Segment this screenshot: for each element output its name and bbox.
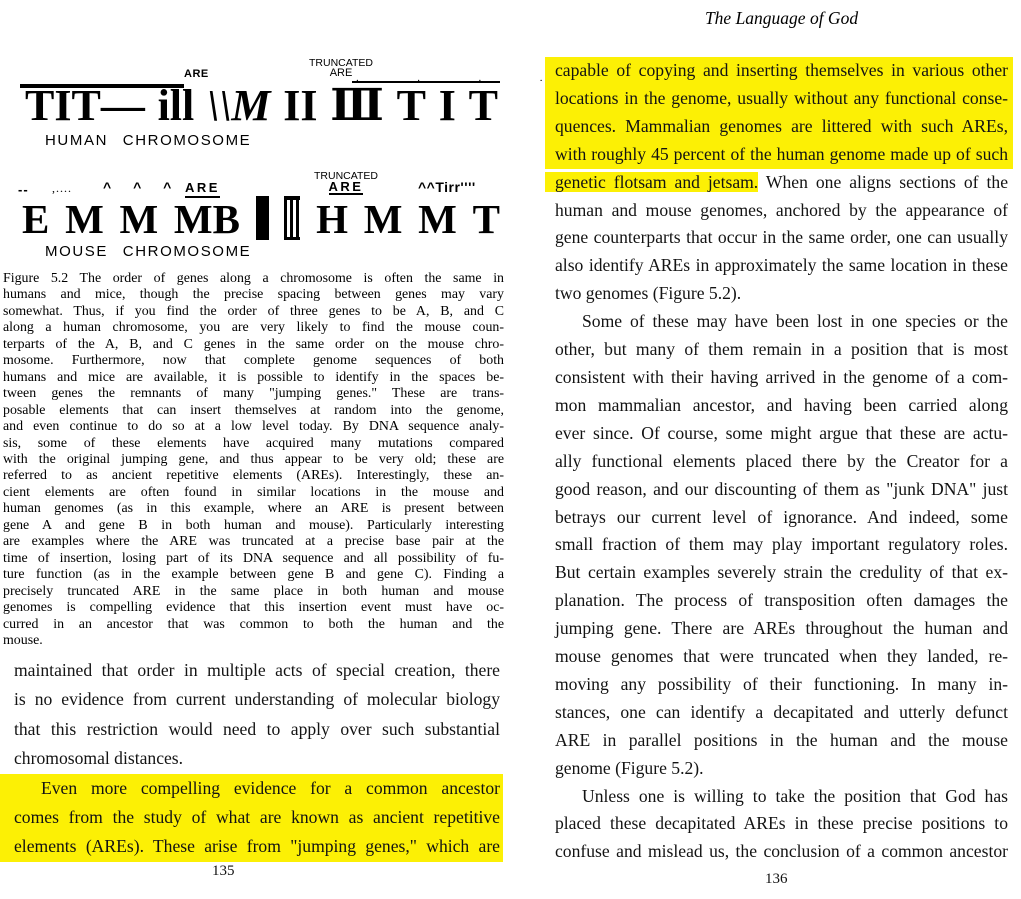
text-line: small fraction of them may play important regulatory roles. <box>555 534 1008 555</box>
text-line: stances, one can identify a decapitated and utterly defunct <box>555 701 1008 722</box>
page-number-right: 136 <box>765 871 788 887</box>
caption-line: along a human chromosome, you are very likely to find the mouse coun- <box>3 320 504 336</box>
gene-glyph: M <box>418 196 457 242</box>
figure-5-2 <box>0 55 503 267</box>
mouse-comma-marks: ,.... <box>52 181 72 195</box>
mouse-truncated-are-label <box>300 171 392 195</box>
text-line: quences. Mammalian genomes are littered with such AREs, <box>545 113 1013 141</box>
text-line: moving any possibility of their functioning. In many in- <box>555 673 1008 694</box>
caption-line: mosome. Furthermore, now that complete genome sequences of both <box>3 353 504 369</box>
caption-line: somewhat. Thus, if you find the order of three genes to be A, B, and C <box>3 303 504 319</box>
text-line: ever since. Of course, some might argue that these are actu- <box>555 422 1008 443</box>
caption-line: with the original jumping gene, and thus appear to be very old; these are <box>3 451 504 467</box>
left-body-text <box>14 656 500 862</box>
text-line: confuse and mislead us, the conclusion of a common ancestor <box>555 841 1008 862</box>
page-number-left: 135 <box>212 863 235 879</box>
text-line: ARE in parallel positions in the human and the mouse <box>555 729 1008 750</box>
caption-line: Figure 5.2 The order of genes along a chromosome is often the same in <box>3 271 504 286</box>
text-line: that this restriction would need to apply over such substantial <box>14 718 500 739</box>
caption-line: and even continue to do so at a low level today. By DNA sequence analy- <box>3 419 504 435</box>
caption-line: ture function (as in the example between gene B and gene C). Finding a <box>3 567 504 583</box>
plain-text: When one aligns sections of the <box>758 171 1008 192</box>
text-line: Unless one is willing to take the position that God has <box>582 785 1008 806</box>
text-line: chromosomal distances. <box>14 748 184 769</box>
text-line: comes from the study of what are known as ancient repetitive <box>0 803 503 832</box>
caption-line: curred in an ancestor that was common to both the human and the <box>3 616 504 632</box>
mouse-chromosome-label: MOUSE CHROMOSOME <box>45 243 252 260</box>
gene-glyph: M <box>65 196 104 242</box>
mouse-chromosome-glyphs <box>22 196 500 240</box>
caption-line: cient elements are often found in similar locations in the mouse and <box>3 484 504 500</box>
text-line: gene counterparts that occur in the same order, one can usually <box>555 227 1008 248</box>
mouse-caret-marks: ^ ^ ^ <box>103 179 181 195</box>
caption-line: sis, some of these elements have acquired many mutations compared <box>3 435 504 451</box>
caption-line: precisely truncated ARE in the same place in both human and mouse <box>3 583 504 599</box>
caption-line: human genomes (as in this example, where an ARE is present between <box>3 501 504 517</box>
figure-caption <box>3 271 504 649</box>
gene-glyph: \\M <box>206 81 271 130</box>
gene-band-solid-bar <box>256 196 269 240</box>
gene-glyph: ill <box>157 81 195 130</box>
caption-line: genomes is compelling evidence that this insertion event must have oc- <box>3 600 504 616</box>
text-line: Some of these may have been lost in one species or the <box>582 311 1008 332</box>
human-are-label: ARE <box>184 68 209 80</box>
mouse-right-marks: ^^Tirr'''' <box>418 179 476 195</box>
gene-glyph: T <box>468 81 498 130</box>
text-line: with roughly 45 percent of the human genome made up of such <box>545 141 1013 169</box>
text-line: mon mammalian ancestor, and having been carried along <box>555 394 1008 415</box>
truncated-label: TRUNCATED <box>314 170 378 182</box>
text-line: elements (AREs). These arise from "jumping genes," which are <box>0 832 503 861</box>
gene-glyph: MB <box>173 196 240 242</box>
caption-line: gene A and gene B in both human and mouse). Particularly interesting <box>3 517 504 533</box>
text-line: capable of copying and inserting themselves in various other <box>545 57 1013 85</box>
text-line: genome (Figure 5.2). <box>555 757 704 778</box>
gene-glyph: H <box>316 196 349 242</box>
highlighted-text: genetic flotsam and jetsam. <box>555 171 759 192</box>
text-line: Even more compelling evidence for a common ancestor <box>0 774 503 803</box>
truncated-are-label: ARE <box>329 67 353 79</box>
right-page <box>511 0 1021 899</box>
caption-line: humans and mice are available, it is possible to identify in the spaces be- <box>3 369 504 385</box>
gene-band-striped-bar <box>284 196 300 240</box>
text-line: is no evidence from current understanding of molecular biology <box>14 689 500 710</box>
caption-line: time of insertion, losing part of its DNA sequence and all possibility of fu- <box>3 550 504 566</box>
text-line: planation. The process of transposition often damages the <box>555 590 1008 611</box>
text-line: But certain examples severely strain the credulity of that ex- <box>555 562 1008 583</box>
caption-line: terparts of the A, B, and C genes in the same order on the mouse chro- <box>3 336 504 352</box>
caption-line: humans and mice, though the precise spacing between genes may vary <box>3 287 504 303</box>
text-line: ally functional elements placed there by the Creator for a <box>555 450 1008 471</box>
gene-glyph: T <box>472 196 500 242</box>
text-line <box>555 169 1008 197</box>
gene-glyph: M <box>119 196 159 242</box>
gene-glyph: TIT— <box>25 81 145 130</box>
truncated-are-label: ARE <box>328 179 364 194</box>
human-chromosome-label: HUMAN CHROMOSOME <box>45 132 252 149</box>
text-line: human and mouse genomes, anchored by the appearance of <box>555 199 1008 220</box>
text-line: also identify AREs in approximately the same location in these <box>555 255 1008 276</box>
truncated-label: TRUNCATED <box>309 57 373 69</box>
human-chromosome-glyphs <box>25 81 498 130</box>
text-line: maintained that order in multiple acts of special creation, there <box>14 660 500 680</box>
gene-glyph: E <box>22 196 50 242</box>
caption-line: tween genes the remnants of many "jumping genes." These are trans- <box>3 386 504 402</box>
mouse-are-label: ARE <box>185 180 220 198</box>
text-line: consistent with their having arrived in the genome of a com- <box>555 366 1008 387</box>
caption-line: mouse. <box>3 632 43 648</box>
text-line: placed these decapitated AREs in these precise positions to <box>555 813 1008 834</box>
caption-line: are examples where the ARE was truncated at a precise base pair at the <box>3 534 504 550</box>
text-line: betrays our current level of ignorance. And indeed, some <box>555 506 1008 527</box>
running-header: The Language of God <box>704 8 859 28</box>
gene-glyph: T <box>396 81 426 130</box>
caption-line: referred to as ancient repetitive elements (AREs). Interestingly, these an- <box>3 468 504 484</box>
caption-line: posable elements that can insert themselves at random into the genome, <box>3 402 504 418</box>
mouse-dash-marks: -- <box>18 182 29 197</box>
text-line: other, but many of them remain in a position that is most <box>555 339 1008 360</box>
gene-glyph: I <box>438 81 456 130</box>
text-line: mouse genomes that were truncated when they landed, re- <box>555 646 1008 667</box>
text-line: good reason, and our discounting of them as "junk DNA" just <box>555 478 1008 499</box>
gene-glyph: M <box>363 196 403 242</box>
text-line: two genomes (Figure 5.2). <box>555 283 742 304</box>
right-body-text <box>555 57 1008 866</box>
gene-glyph: Ⅲ <box>330 81 384 130</box>
text-line: locations in the genome, usually without any functional conse- <box>545 85 1013 113</box>
text-line: jumping gene. There are AREs throughout the human and <box>555 618 1008 639</box>
gene-glyph: II <box>283 81 318 130</box>
